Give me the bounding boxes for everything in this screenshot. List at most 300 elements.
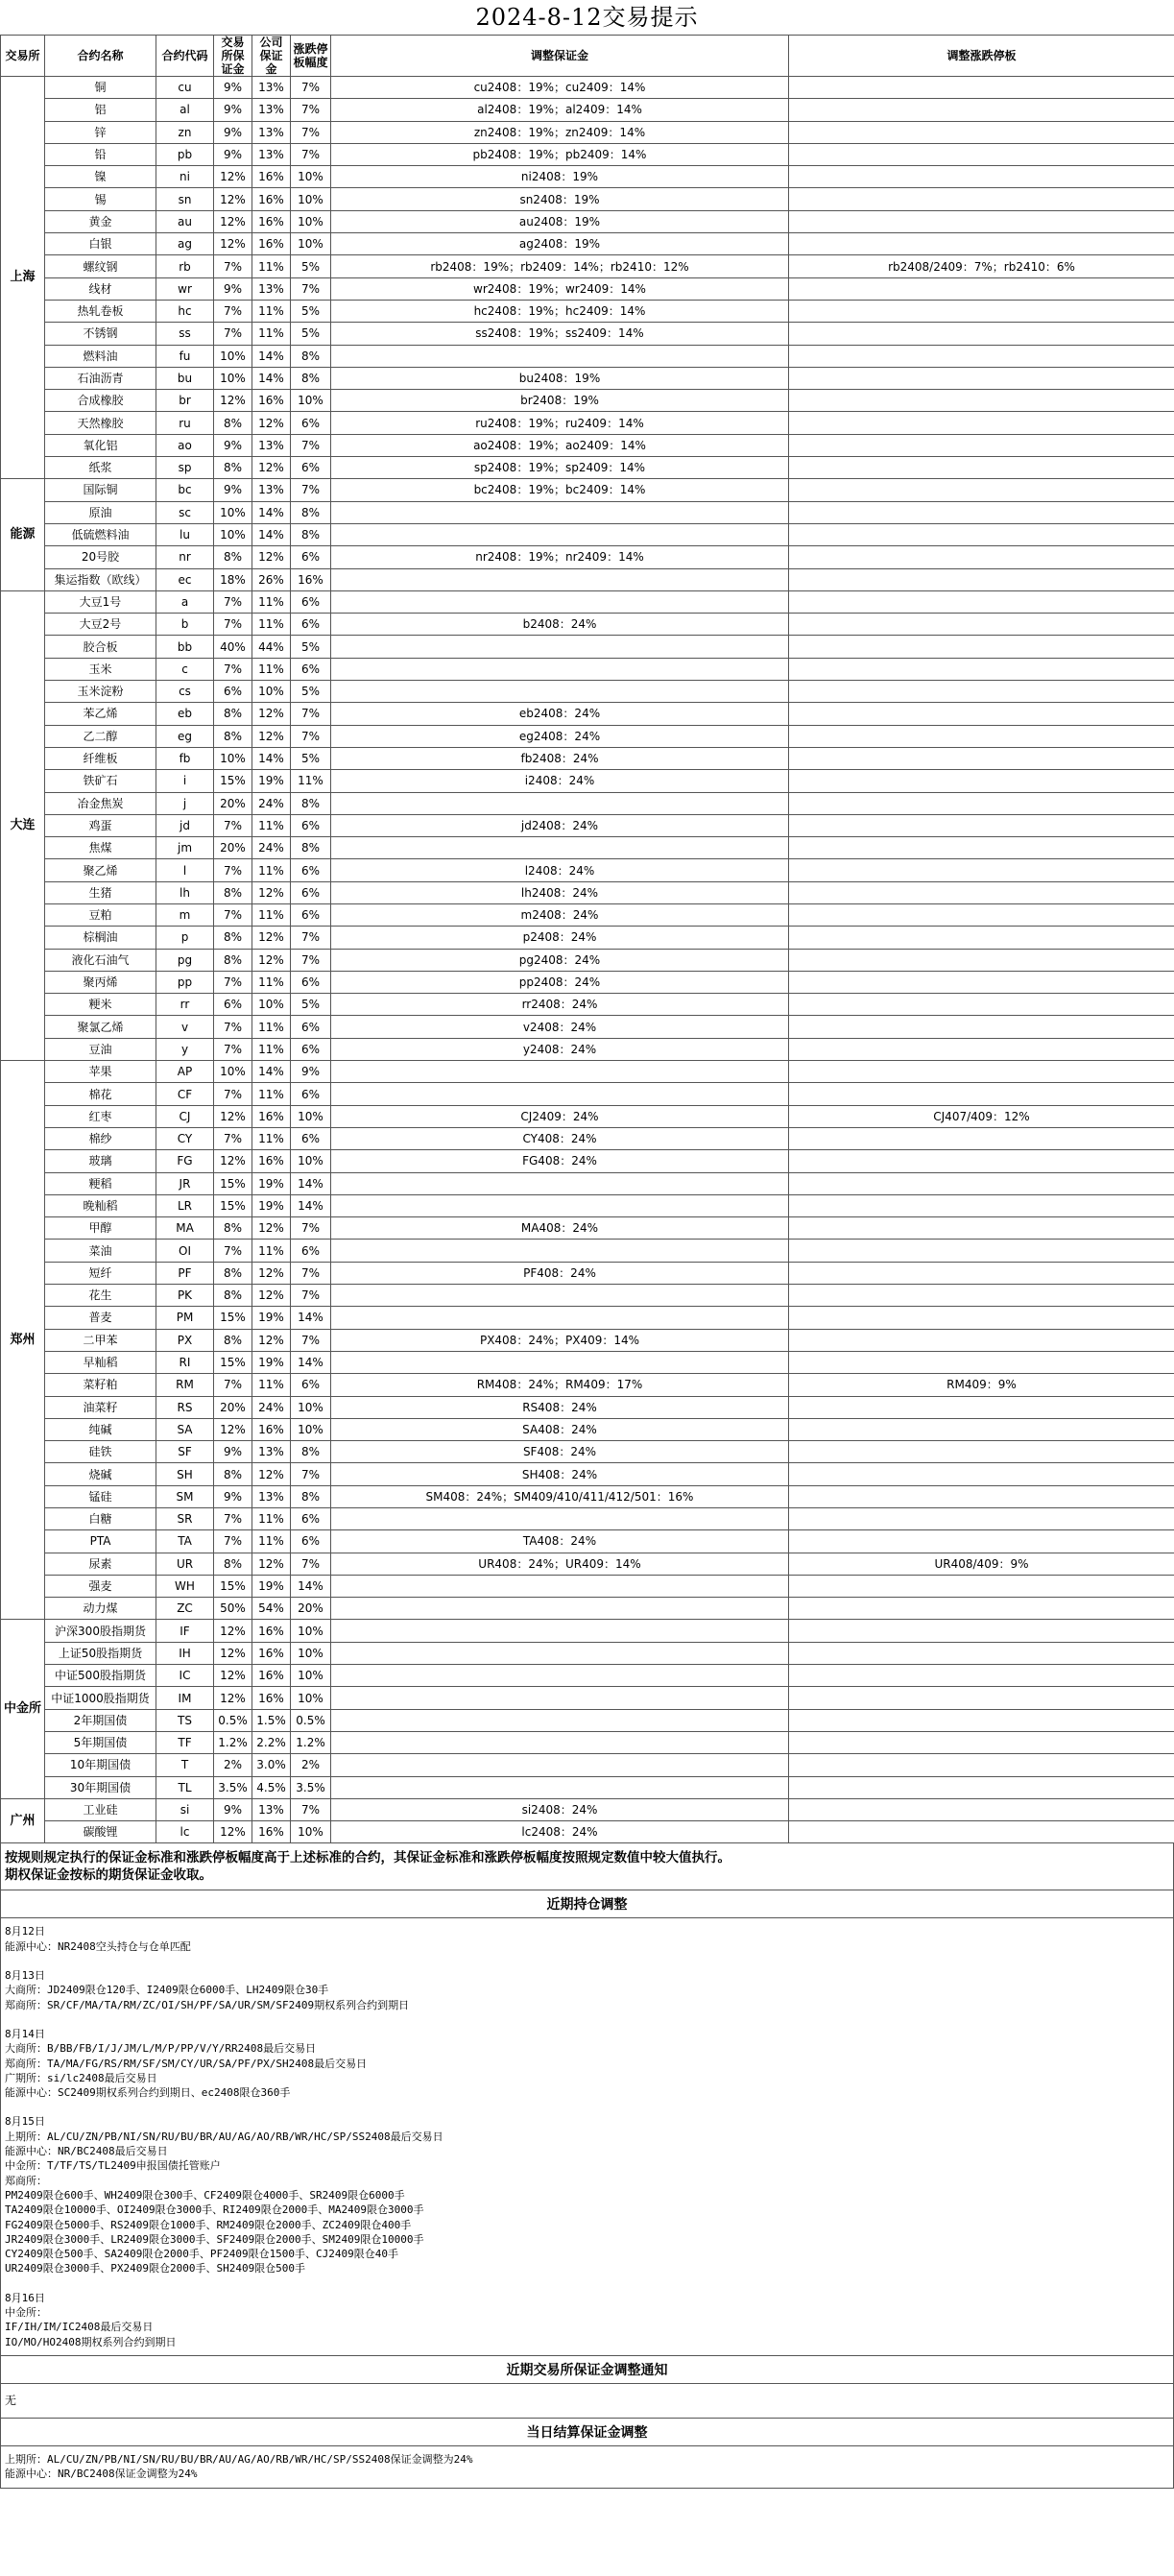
exchange-margin-cell: 7% bbox=[214, 903, 252, 926]
contract-name-cell: 原油 bbox=[45, 501, 156, 523]
exchange-margin-cell: 8% bbox=[214, 1217, 252, 1240]
limit-range-cell: 6% bbox=[291, 457, 331, 479]
limit-range-cell: 7% bbox=[291, 99, 331, 121]
contract-code-cell: rb bbox=[156, 255, 214, 277]
contract-code-cell: WH bbox=[156, 1575, 214, 1597]
adjusted-margin-cell: ss2408：19%；ss2409：14% bbox=[331, 323, 789, 345]
limit-range-cell: 10% bbox=[291, 1821, 331, 1843]
limit-range-cell: 5% bbox=[291, 323, 331, 345]
position-day-line: 广期所：si/lc2408最后交易日 bbox=[5, 2071, 157, 2084]
adjusted-margin-cell: pb2408：19%；pb2409：14% bbox=[331, 143, 789, 165]
contract-name-cell: 纯碱 bbox=[45, 1418, 156, 1440]
company-margin-cell: 11% bbox=[252, 859, 291, 881]
adjusted-limit-cell bbox=[789, 1575, 1174, 1597]
contract-code-cell: nr bbox=[156, 546, 214, 568]
table-header-row bbox=[1, 36, 1174, 77]
adjusted-margin-cell: sp2408：19%；sp2409：14% bbox=[331, 457, 789, 479]
contract-name-cell: 铅 bbox=[45, 143, 156, 165]
adjusted-limit-cell bbox=[789, 927, 1174, 949]
header-exchange: 交易所 bbox=[1, 36, 45, 77]
position-section-body bbox=[0, 1918, 1174, 2354]
exchange-cell: 大连 bbox=[1, 590, 45, 1060]
exchange-margin-cell: 18% bbox=[214, 568, 252, 590]
table-row bbox=[1, 1240, 1174, 1262]
limit-range-cell: 6% bbox=[291, 1016, 331, 1038]
contract-code-cell: pp bbox=[156, 971, 214, 993]
company-margin-cell: 16% bbox=[252, 233, 291, 255]
table-row bbox=[1, 501, 1174, 523]
table-row bbox=[1, 1530, 1174, 1553]
company-margin-cell: 12% bbox=[252, 725, 291, 747]
exchange-margin-cell: 2% bbox=[214, 1754, 252, 1776]
adjusted-margin-cell bbox=[331, 1776, 789, 1798]
table-row bbox=[1, 747, 1174, 769]
adjusted-margin-cell bbox=[331, 1194, 789, 1216]
table-row bbox=[1, 1598, 1174, 1620]
contract-name-cell: 动力煤 bbox=[45, 1598, 156, 1620]
contract-code-cell: bb bbox=[156, 636, 214, 658]
adjusted-margin-cell: si2408：24% bbox=[331, 1798, 789, 1820]
table-row bbox=[1, 971, 1174, 993]
adjusted-limit-cell bbox=[789, 971, 1174, 993]
contract-code-cell: TA bbox=[156, 1530, 214, 1553]
contract-name-cell: 焦煤 bbox=[45, 837, 156, 859]
contract-name-cell: 大豆1号 bbox=[45, 590, 156, 613]
position-day-block bbox=[5, 1924, 1169, 1954]
contract-name-cell: 棉花 bbox=[45, 1083, 156, 1105]
contract-name-cell: 碳酸锂 bbox=[45, 1821, 156, 1843]
adjusted-limit-cell bbox=[789, 99, 1174, 121]
limit-range-cell: 9% bbox=[291, 1061, 331, 1083]
contract-name-cell: 聚氯乙烯 bbox=[45, 1016, 156, 1038]
contract-name-cell: 棉纱 bbox=[45, 1127, 156, 1149]
header-exchange-margin: 交易所保证金 bbox=[214, 36, 252, 77]
contract-name-cell: 红枣 bbox=[45, 1105, 156, 1127]
table-row bbox=[1, 568, 1174, 590]
adjusted-limit-cell bbox=[789, 1127, 1174, 1149]
adjusted-limit-cell bbox=[789, 703, 1174, 725]
exchange-margin-cell: 8% bbox=[214, 881, 252, 903]
contract-code-cell: ss bbox=[156, 323, 214, 345]
table-row bbox=[1, 1016, 1174, 1038]
adjusted-margin-cell: UR408：24%；UR409：14% bbox=[331, 1553, 789, 1575]
contract-name-cell: 花生 bbox=[45, 1285, 156, 1307]
adjusted-limit-cell bbox=[789, 881, 1174, 903]
contract-code-cell: m bbox=[156, 903, 214, 926]
limit-range-cell: 7% bbox=[291, 1553, 331, 1575]
table-row bbox=[1, 881, 1174, 903]
limit-range-cell: 10% bbox=[291, 233, 331, 255]
adjusted-margin-cell: bc2408：19%；bc2409：14% bbox=[331, 479, 789, 501]
adjusted-limit-cell bbox=[789, 300, 1174, 322]
adjusted-margin-cell bbox=[331, 1754, 789, 1776]
contract-name-cell: 玉米淀粉 bbox=[45, 681, 156, 703]
position-day-date: 8月14日 bbox=[5, 2027, 45, 2040]
exchange-margin-cell: 20% bbox=[214, 792, 252, 814]
adjusted-margin-cell: rb2408：19%；rb2409：14%；rb2410：12% bbox=[331, 255, 789, 277]
adjusted-limit-cell bbox=[789, 501, 1174, 523]
header-adjusted-limit: 调整涨跌停板 bbox=[789, 36, 1174, 77]
contract-code-cell: wr bbox=[156, 277, 214, 300]
company-margin-cell: 16% bbox=[252, 1821, 291, 1843]
contract-code-cell: PK bbox=[156, 1285, 214, 1307]
table-row bbox=[1, 1665, 1174, 1687]
table-row bbox=[1, 1374, 1174, 1396]
exchange-margin-cell: 7% bbox=[214, 590, 252, 613]
adjusted-limit-cell bbox=[789, 1016, 1174, 1038]
limit-range-cell: 6% bbox=[291, 614, 331, 636]
contract-code-cell: j bbox=[156, 792, 214, 814]
adjusted-margin-cell bbox=[331, 1687, 789, 1709]
position-day-date: 8月13日 bbox=[5, 1969, 45, 1983]
contract-name-cell: 10年期国债 bbox=[45, 1754, 156, 1776]
adjusted-limit-cell bbox=[789, 658, 1174, 680]
company-margin-cell: 16% bbox=[252, 210, 291, 232]
adjusted-margin-cell bbox=[331, 590, 789, 613]
exchange-margin-cell: 12% bbox=[214, 210, 252, 232]
position-day-line: IO/MO/HO2408期权系列合约到期日 bbox=[5, 2335, 177, 2348]
exchange-margin-cell: 10% bbox=[214, 501, 252, 523]
limit-range-cell: 6% bbox=[291, 590, 331, 613]
adjusted-margin-cell: eg2408：24% bbox=[331, 725, 789, 747]
company-margin-cell: 14% bbox=[252, 523, 291, 545]
adjusted-limit-cell bbox=[789, 1038, 1174, 1060]
exchange-margin-cell: 12% bbox=[214, 390, 252, 412]
company-margin-cell: 11% bbox=[252, 903, 291, 926]
contract-name-cell: 天然橡胶 bbox=[45, 412, 156, 434]
contract-code-cell: ao bbox=[156, 434, 214, 456]
table-row bbox=[1, 323, 1174, 345]
company-margin-cell: 13% bbox=[252, 99, 291, 121]
adjusted-limit-cell bbox=[789, 1598, 1174, 1620]
table-row bbox=[1, 837, 1174, 859]
company-margin-cell: 12% bbox=[252, 1285, 291, 1307]
adjusted-limit-cell bbox=[789, 614, 1174, 636]
table-row bbox=[1, 166, 1174, 188]
table-row bbox=[1, 546, 1174, 568]
table-row bbox=[1, 277, 1174, 300]
settlement-line: 上期所：AL/CU/ZN/PB/NI/SN/RU/BU/BR/AU/AG/AO/RB/WR/HC/SP/SS2408保证金调整为24% bbox=[5, 2453, 473, 2467]
exchange-margin-cell: 7% bbox=[214, 300, 252, 322]
position-day-date: 8月12日 bbox=[5, 1925, 45, 1938]
adjusted-limit-cell bbox=[789, 1776, 1174, 1798]
contract-code-cell: al bbox=[156, 99, 214, 121]
exchange-margin-cell: 9% bbox=[214, 77, 252, 99]
company-margin-cell: 26% bbox=[252, 568, 291, 590]
contract-name-cell: 锌 bbox=[45, 121, 156, 143]
exchange-margin-cell: 0.5% bbox=[214, 1709, 252, 1731]
company-margin-cell: 11% bbox=[252, 255, 291, 277]
exchange-margin-cell: 12% bbox=[214, 1687, 252, 1709]
table-row bbox=[1, 1307, 1174, 1329]
table-row bbox=[1, 614, 1174, 636]
adjusted-margin-cell: PF408：24% bbox=[331, 1262, 789, 1284]
position-day-line: TA2409限仓10000手、OI2409限仓3000手、RI2409限仓2000手、MA2409限仓3000手 bbox=[5, 2203, 424, 2217]
contract-name-cell: 二甲苯 bbox=[45, 1329, 156, 1351]
limit-range-cell: 14% bbox=[291, 1194, 331, 1216]
contract-code-cell: CJ bbox=[156, 1105, 214, 1127]
limit-range-cell: 14% bbox=[291, 1172, 331, 1194]
contract-code-cell: CY bbox=[156, 1127, 214, 1149]
contract-name-cell: 纸浆 bbox=[45, 457, 156, 479]
contract-code-cell: ni bbox=[156, 166, 214, 188]
contract-code-cell: rr bbox=[156, 994, 214, 1016]
adjusted-limit-cell bbox=[789, 367, 1174, 389]
exchange-margin-cell: 9% bbox=[214, 277, 252, 300]
exchange-margin-cell: 10% bbox=[214, 747, 252, 769]
contract-code-cell: RI bbox=[156, 1351, 214, 1373]
exchange-margin-cell: 8% bbox=[214, 1329, 252, 1351]
limit-range-cell: 10% bbox=[291, 1620, 331, 1642]
exchange-margin-cell: 8% bbox=[214, 703, 252, 725]
table-row bbox=[1, 1418, 1174, 1440]
adjusted-limit-cell bbox=[789, 1665, 1174, 1687]
adjusted-limit-cell bbox=[789, 546, 1174, 568]
adjusted-margin-cell bbox=[331, 1620, 789, 1642]
adjusted-margin-cell bbox=[331, 568, 789, 590]
table-row bbox=[1, 994, 1174, 1016]
contract-code-cell: ag bbox=[156, 233, 214, 255]
contract-code-cell: eb bbox=[156, 703, 214, 725]
exchange-cell: 能源 bbox=[1, 479, 45, 590]
limit-range-cell: 6% bbox=[291, 1508, 331, 1530]
exchange-margin-cell: 8% bbox=[214, 725, 252, 747]
exchange-margin-cell: 9% bbox=[214, 1798, 252, 1820]
company-margin-cell: 13% bbox=[252, 143, 291, 165]
contract-code-cell: PF bbox=[156, 1262, 214, 1284]
company-margin-cell: 24% bbox=[252, 837, 291, 859]
company-margin-cell: 13% bbox=[252, 1485, 291, 1507]
company-margin-cell: 10% bbox=[252, 681, 291, 703]
adjusted-limit-cell bbox=[789, 725, 1174, 747]
adjusted-margin-cell: l2408：24% bbox=[331, 859, 789, 881]
company-margin-cell: 44% bbox=[252, 636, 291, 658]
table-row bbox=[1, 903, 1174, 926]
contract-name-cell: 上证50股指期货 bbox=[45, 1642, 156, 1664]
adjusted-limit-cell bbox=[789, 1463, 1174, 1485]
adjusted-margin-cell bbox=[331, 1061, 789, 1083]
company-margin-cell: 14% bbox=[252, 1061, 291, 1083]
table-row bbox=[1, 300, 1174, 322]
adjusted-limit-cell bbox=[789, 1351, 1174, 1373]
contract-name-cell: 国际铜 bbox=[45, 479, 156, 501]
adjusted-margin-cell bbox=[331, 1508, 789, 1530]
limit-range-cell: 7% bbox=[291, 1262, 331, 1284]
contract-name-cell: 合成橡胶 bbox=[45, 390, 156, 412]
adjusted-margin-cell bbox=[331, 1307, 789, 1329]
contract-code-cell: SM bbox=[156, 1485, 214, 1507]
header-company-margin: 公司保证金 bbox=[252, 36, 291, 77]
contract-name-cell: 镍 bbox=[45, 166, 156, 188]
exchange-margin-cell: 7% bbox=[214, 859, 252, 881]
adjusted-limit-cell: RM409：9% bbox=[789, 1374, 1174, 1396]
company-margin-cell: 13% bbox=[252, 479, 291, 501]
table-row bbox=[1, 1083, 1174, 1105]
company-margin-cell: 19% bbox=[252, 1351, 291, 1373]
contract-name-cell: 鸡蛋 bbox=[45, 814, 156, 836]
contract-code-cell: cu bbox=[156, 77, 214, 99]
limit-range-cell: 7% bbox=[291, 1798, 331, 1820]
limit-range-cell: 6% bbox=[291, 1240, 331, 1262]
adjusted-limit-cell bbox=[789, 1731, 1174, 1753]
contract-code-cell: si bbox=[156, 1798, 214, 1820]
contract-code-cell: i bbox=[156, 770, 214, 792]
limit-range-cell: 10% bbox=[291, 1105, 331, 1127]
limit-range-cell: 6% bbox=[291, 1374, 331, 1396]
company-margin-cell: 14% bbox=[252, 345, 291, 367]
company-margin-cell: 13% bbox=[252, 1798, 291, 1820]
table-row bbox=[1, 859, 1174, 881]
adjusted-margin-cell bbox=[331, 792, 789, 814]
contract-code-cell: sc bbox=[156, 501, 214, 523]
table-row bbox=[1, 1553, 1174, 1575]
limit-range-cell: 6% bbox=[291, 814, 331, 836]
adjusted-margin-cell bbox=[331, 681, 789, 703]
exchange-margin-cell: 7% bbox=[214, 1240, 252, 1262]
adjusted-margin-cell bbox=[331, 1351, 789, 1373]
adjusted-limit-cell bbox=[789, 1821, 1174, 1843]
exchange-margin-cell: 15% bbox=[214, 770, 252, 792]
adjusted-margin-cell: CY408：24% bbox=[331, 1127, 789, 1149]
company-margin-cell: 12% bbox=[252, 546, 291, 568]
adjusted-limit-cell bbox=[789, 1620, 1174, 1642]
limit-range-cell: 7% bbox=[291, 949, 331, 971]
limit-range-cell: 10% bbox=[291, 1642, 331, 1664]
company-margin-cell: 13% bbox=[252, 121, 291, 143]
limit-range-cell: 5% bbox=[291, 255, 331, 277]
adjusted-limit-cell bbox=[789, 903, 1174, 926]
exchange-margin-cell: 1.2% bbox=[214, 1731, 252, 1753]
company-margin-cell: 12% bbox=[252, 1217, 291, 1240]
limit-range-cell: 8% bbox=[291, 367, 331, 389]
limit-range-cell: 6% bbox=[291, 859, 331, 881]
adjusted-margin-cell: al2408：19%；al2409：14% bbox=[331, 99, 789, 121]
contract-code-cell: sp bbox=[156, 457, 214, 479]
adjusted-margin-cell: br2408：19% bbox=[331, 390, 789, 412]
company-margin-cell: 12% bbox=[252, 1553, 291, 1575]
exchange-margin-cell: 7% bbox=[214, 1083, 252, 1105]
table-row bbox=[1, 1285, 1174, 1307]
company-margin-cell: 13% bbox=[252, 277, 291, 300]
position-day-line: 郑商所：SR/CF/MA/TA/RM/ZC/OI/SH/PF/SA/UR/SM/SF2409期权系列合约到期日 bbox=[5, 1998, 410, 2011]
limit-range-cell: 6% bbox=[291, 1083, 331, 1105]
company-margin-cell: 12% bbox=[252, 703, 291, 725]
limit-range-cell: 7% bbox=[291, 121, 331, 143]
company-margin-cell: 12% bbox=[252, 1463, 291, 1485]
company-margin-cell: 13% bbox=[252, 1441, 291, 1463]
position-day-line: 大商所：B/BB/FB/I/J/JM/L/M/P/PP/V/Y/RR2408最后交易日 bbox=[5, 2042, 317, 2056]
limit-range-cell: 2% bbox=[291, 1754, 331, 1776]
exchange-margin-cell: 15% bbox=[214, 1351, 252, 1373]
exchange-margin-cell: 7% bbox=[214, 1530, 252, 1553]
contract-name-cell: 低硫燃料油 bbox=[45, 523, 156, 545]
table-row bbox=[1, 434, 1174, 456]
adjusted-margin-cell bbox=[331, 1709, 789, 1731]
table-row bbox=[1, 1731, 1174, 1753]
position-day-line: FG2409限仓5000手、RS2409限仓1000手、RM2409限仓2000手、ZC2409限仓400手 bbox=[5, 2218, 412, 2231]
limit-range-cell: 10% bbox=[291, 1687, 331, 1709]
contract-code-cell: ec bbox=[156, 568, 214, 590]
adjusted-limit-cell bbox=[789, 1307, 1174, 1329]
table-row bbox=[1, 1776, 1174, 1798]
adjusted-limit-cell bbox=[789, 479, 1174, 501]
exchange-margin-cell: 7% bbox=[214, 1508, 252, 1530]
adjusted-limit-cell bbox=[789, 636, 1174, 658]
adjusted-limit-cell bbox=[789, 345, 1174, 367]
company-margin-cell: 11% bbox=[252, 1083, 291, 1105]
exchange-margin-cell: 9% bbox=[214, 1485, 252, 1507]
adjusted-margin-cell bbox=[331, 1285, 789, 1307]
company-margin-cell: 12% bbox=[252, 412, 291, 434]
table-row bbox=[1, 457, 1174, 479]
position-day-line: 能源中心：NR2408空头持仓与仓单匹配 bbox=[5, 1939, 191, 1953]
company-margin-cell: 4.5% bbox=[252, 1776, 291, 1798]
adjusted-limit-cell bbox=[789, 390, 1174, 412]
contract-name-cell: 强麦 bbox=[45, 1575, 156, 1597]
table-row bbox=[1, 792, 1174, 814]
adjusted-margin-cell: ru2408：19%；ru2409：14% bbox=[331, 412, 789, 434]
limit-range-cell: 11% bbox=[291, 770, 331, 792]
exchange-margin-cell: 7% bbox=[214, 658, 252, 680]
table-row bbox=[1, 1038, 1174, 1060]
exchange-margin-cell: 15% bbox=[214, 1172, 252, 1194]
company-margin-cell: 11% bbox=[252, 1508, 291, 1530]
adjusted-margin-cell: RS408：24% bbox=[331, 1396, 789, 1418]
company-margin-cell: 14% bbox=[252, 367, 291, 389]
adjusted-limit-cell bbox=[789, 188, 1174, 210]
exchange-margin-cell: 12% bbox=[214, 1418, 252, 1440]
company-margin-cell: 11% bbox=[252, 323, 291, 345]
company-margin-cell: 24% bbox=[252, 1396, 291, 1418]
adjusted-margin-cell: wr2408：19%；wr2409：14% bbox=[331, 277, 789, 300]
adjusted-limit-cell bbox=[789, 1285, 1174, 1307]
company-margin-cell: 13% bbox=[252, 77, 291, 99]
header-contract-code: 合约代码 bbox=[156, 36, 214, 77]
contract-code-cell: PM bbox=[156, 1307, 214, 1329]
position-day-line: 能源中心：SC2409期权系列合约到期日、ec2408限仓360手 bbox=[5, 2086, 291, 2100]
exchange-margin-cell: 12% bbox=[214, 1105, 252, 1127]
exchange-margin-cell: 12% bbox=[214, 1821, 252, 1843]
exchange-margin-cell: 7% bbox=[214, 255, 252, 277]
table-row bbox=[1, 1262, 1174, 1284]
adjusted-margin-cell: nr2408：19%；nr2409：14% bbox=[331, 546, 789, 568]
adjusted-limit-cell bbox=[789, 1217, 1174, 1240]
contract-name-cell: 20号胶 bbox=[45, 546, 156, 568]
company-margin-cell: 16% bbox=[252, 1105, 291, 1127]
contract-code-cell: IC bbox=[156, 1665, 214, 1687]
position-day-line: PM2409限仓600手、WH2409限仓300手、CF2409限仓4000手、SR2409限仓6000手 bbox=[5, 2188, 405, 2202]
table-row bbox=[1, 1508, 1174, 1530]
table-row bbox=[1, 703, 1174, 725]
table-row bbox=[1, 188, 1174, 210]
company-margin-cell: 11% bbox=[252, 614, 291, 636]
contract-name-cell: 苯乙烯 bbox=[45, 703, 156, 725]
table-body bbox=[1, 77, 1174, 1843]
contract-name-cell: 生猪 bbox=[45, 881, 156, 903]
adjusted-margin-cell: fb2408：24% bbox=[331, 747, 789, 769]
limit-range-cell: 8% bbox=[291, 501, 331, 523]
exchange-margin-cell: 8% bbox=[214, 949, 252, 971]
limit-range-cell: 7% bbox=[291, 725, 331, 747]
table-row bbox=[1, 523, 1174, 545]
adjusted-limit-cell bbox=[789, 814, 1174, 836]
position-day-block bbox=[5, 2291, 1169, 2349]
contract-code-cell: jm bbox=[156, 837, 214, 859]
limit-range-cell: 10% bbox=[291, 1150, 331, 1172]
position-day-block bbox=[5, 2114, 1169, 2275]
adjusted-limit-cell bbox=[789, 277, 1174, 300]
limit-range-cell: 14% bbox=[291, 1351, 331, 1373]
